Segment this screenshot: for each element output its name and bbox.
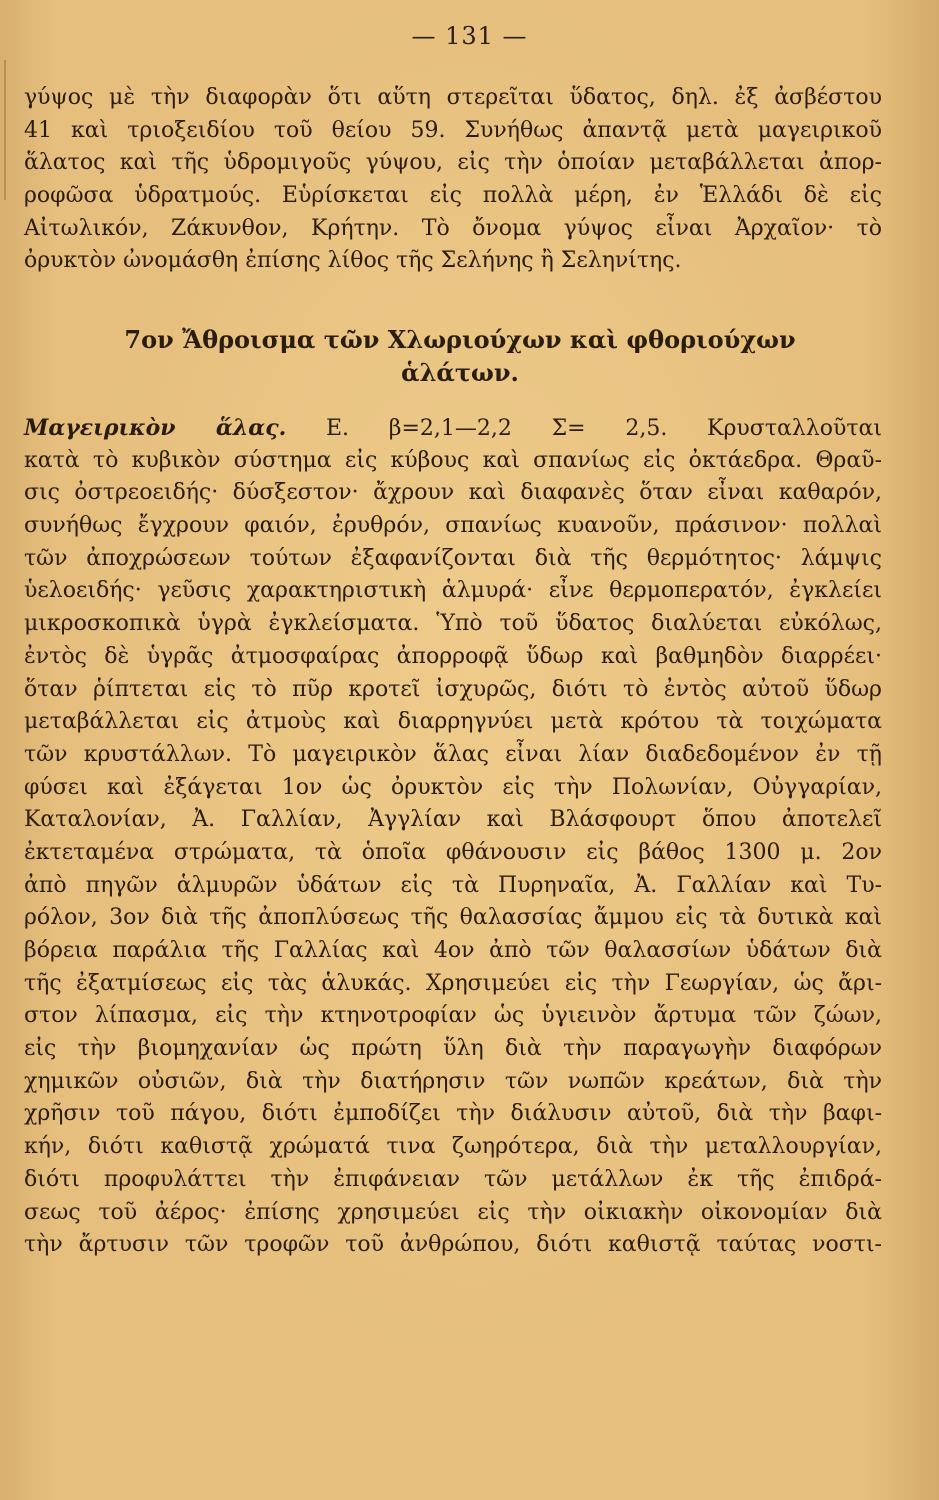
paragraph-table-salt	[24, 412, 882, 1262]
text-line: σεως τοῦ ἀέρος· ἐπίσης χρησιμεύει εἰς τὴν οἰκιακὴν οἰκονομίαν διὰ	[24, 1199, 882, 1225]
text-line: βόρεια παράλια τῆς Γαλλίας καὶ 4ον ἀπὸ τῶν θαλασσίων ὑδάτων διὰ	[24, 938, 882, 963]
section-heading-line-2: ἁλάτων.	[401, 358, 519, 387]
text-line: ἐκτεταμένα στρώματα, τὰ ὁποῖα φθάνουσιν εἰς βάθος 1300 μ. 2ον	[24, 839, 882, 865]
text-line: χρῆσιν τοῦ πάγου, διότι ἐμποδίζει τὴν διάλυσιν αὐτοῦ, διὰ τὴν βαφι-	[24, 1101, 882, 1127]
text-line: τῶν ἀποχρώσεων τούτων ἐξαφανίζονται διὰ τῆς θερμότητος· λάμψις	[24, 545, 882, 571]
text-line: μεταβάλλεται εἰς ἀτμοὺς καὶ διαρρηγνύει μετὰ κρότου τὰ τοιχώματα	[24, 709, 882, 735]
text-line: συνήθως ἔγχρουν φαιόν, ἐρυθρόν, σπανίως κυανοῦν, πράσινον· πολλαὶ	[24, 513, 882, 539]
text-line: ροφῶσα ὑδρατμούς. Εὑρίσκεται εἰς πολλὰ μέρη, ἐν Ἑλλάδι δὲ εἰς	[24, 183, 882, 209]
text-line: χημικῶν οὐσιῶν, διὰ τὴν διατήρησιν τῶν νωπῶν κρεάτων, διὰ τὴν	[24, 1068, 882, 1094]
text-line: στον λίπασμα, εἰς τὴν κτηνοτροφίαν ὡς ὑγιεινὸν ἄρτυμα τῶν ζώων,	[24, 1003, 882, 1029]
section-heading-line-1: 7ον Ἄθροισμα τῶν Χλωριούχων καὶ φθοριούχων	[124, 325, 796, 354]
text-line: τῆς ἐξατμίσεως εἰς τὰς ἁλυκάς. Χρησιμεύει εἰς τὴν Γεωργίαν, ὡς ἄρι-	[24, 970, 882, 996]
text-line-rest: Ε. β=2,1—2,2 Σ= 2,5. Κρυσταλλοῦται	[286, 416, 882, 441]
page-edge-shadow	[4, 60, 6, 200]
text-line: Αἰτωλικόν, Ζάκυνθον, Κρήτην. Τὸ ὄνομα γύψος εἶναι Ἀρχαῖον· τὸ	[24, 215, 882, 241]
paragraph-gypsum-end	[24, 82, 882, 278]
text-line: εἰς τὴν βιομηχανίαν ὡς πρώτη ὕλη διὰ τὴν παραγωγὴν διαφόρων	[24, 1036, 882, 1062]
text-line: γύψος μὲ τὴν διαφορὰν ὅτι αὕτη στερεῖται ὕδατος, δηλ. ἐξ ἀσβέστου	[24, 85, 882, 110]
text-line: κατὰ τὸ κυβικὸν σύστημα εἰς κύβους καὶ σπανίως εἰς ὀκτάεδρα. Θραῦ-	[24, 447, 882, 473]
text-line: σις ὀστρεοειδής· δύσξεστον· ἄχρουν καὶ διαφανὲς ὅταν εἶναι καθαρόν,	[24, 480, 882, 506]
text-line: μικροσκοπικὰ ὑγρὰ ἐγκλείσματα. Ὑπὸ τοῦ ὕδατος διαλύεται εὐκόλως,	[24, 611, 882, 637]
text-line-first	[24, 412, 882, 445]
text-line: ὅταν ῥίπτεται εἰς τὸ πῦρ κροτεῖ ἰσχυρῶς, διότι τὸ ἐντὸς αὐτοῦ ὕδωρ	[24, 676, 882, 702]
text-line: κήν, διότι καθιστᾷ χρώματά τινα ζωηρότερα, διὰ τὴν μεταλλουργίαν,	[24, 1134, 882, 1160]
term-heading: Μαγειρικὸν ἅλας.	[24, 415, 287, 441]
text-line: τὴν ἄρτυσιν τῶν τροφῶν τοῦ ἀνθρώπου, διότι καθιστᾷ ταύτας νοστι-	[24, 1232, 882, 1258]
text-line: ἀπὸ πηγῶν ἁλμυρῶν ὑδάτων εἰς τὰ Πυρηναῖα, Ἀ. Γαλλίαν καὶ Τυ-	[24, 872, 882, 898]
text-line: τῶν κρυστάλλων. Τὸ μαγειρικὸν ἅλας εἶναι λίαν διαδεδομένον ἐν τῇ	[24, 741, 882, 767]
text-line: φύσει καὶ ἐξάγεται 1ον ὡς ὀρυκτὸν εἰς τὴν Πολωνίαν, Οὐγγαρίαν,	[24, 774, 882, 800]
text-line: Καταλονίαν, Ἀ. Γαλλίαν, Ἀγγλίαν καὶ Βλάσφουρτ ὅπου ἀποτελεῖ	[24, 807, 882, 833]
text-line: ὑελοειδής· γεῦσις χαρακτηριστικὴ ἁλμυρά· εἶνε θερμοπερατόν, ἐγκλείει	[24, 578, 882, 604]
page-number: — 131 —	[411, 22, 528, 50]
text-line: ἐντὸς δὲ ὑγρᾶς ἀτμοσφαίρας ἀπορροφᾷ ὕδωρ καὶ βαθμηδὸν διαρρέει·	[24, 643, 882, 669]
section-heading	[60, 323, 860, 389]
text-line: 41 καὶ τριοξειδίου τοῦ θείου 59. Συνήθως ἀπαντᾷ μετὰ μαγειρικοῦ	[24, 117, 882, 143]
text-line: ὀρυκτὸν ὠνομάσθη ἐπίσης λίθος τῆς Σελήνης ἢ Σεληνίτης.	[24, 248, 682, 274]
text-line: διότι προφυλάττει τὴν ἐπιφάνειαν τῶν μετάλλων ἐκ τῆς ἐπιδρά-	[24, 1166, 882, 1192]
text-line: ρόλον, 3ον διὰ τῆς ἀποπλύσεως τῆς θαλασσίας ἄμμου εἰς τὰ δυτικὰ καὶ	[24, 905, 882, 931]
text-line: ἅλατος καὶ τῆς ὑδρομιγοῦς γύψου, εἰς τὴν ὁποίαν μεταβάλλεται ἀπορ-	[24, 150, 882, 176]
